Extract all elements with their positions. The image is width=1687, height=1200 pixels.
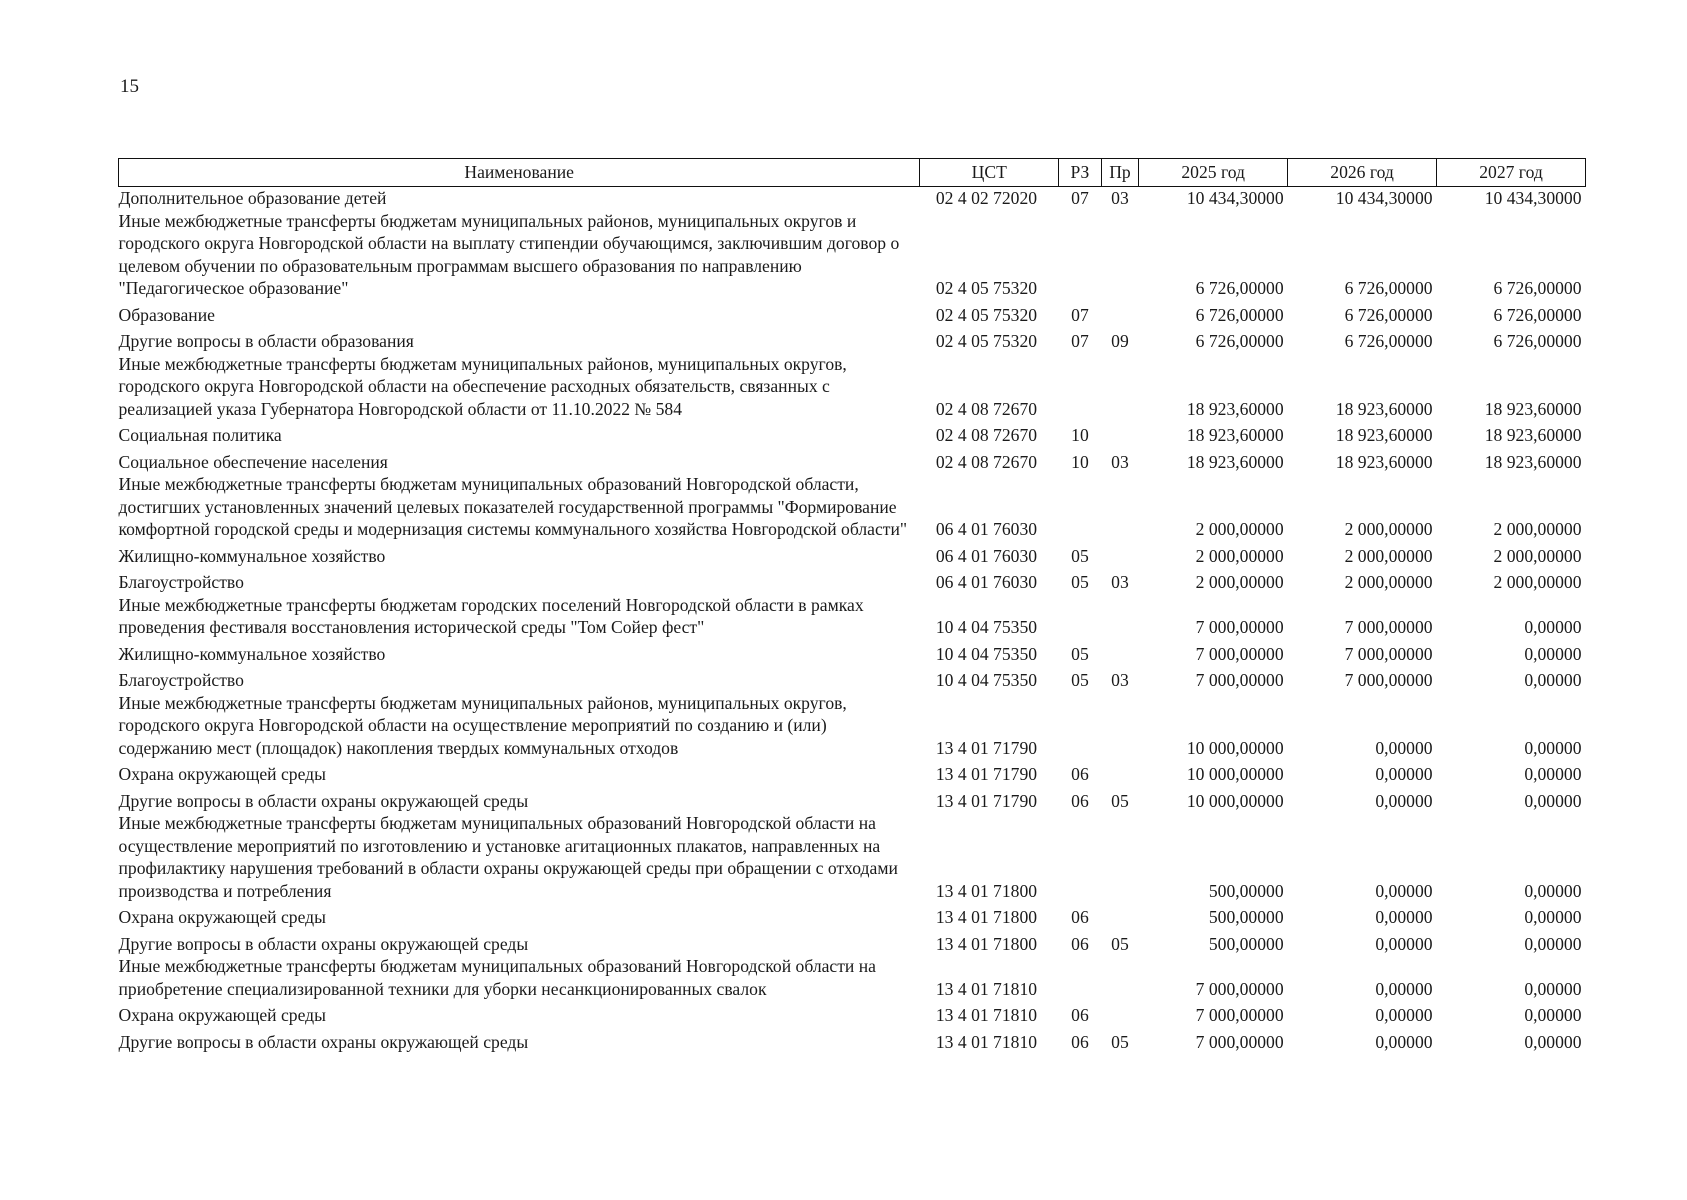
cell-2025: 7 000,00000 (1195, 617, 1284, 637)
table-row (119, 692, 1586, 760)
cell-pr (1101, 210, 1138, 300)
cell-2025: 500,00000 (1208, 933, 1284, 954)
cell-cst: 02 4 05 75320 (935, 331, 1038, 351)
cell-2025: 7 000,00000 (1195, 643, 1284, 664)
cell-cst: 02 4 08 72670 (935, 451, 1038, 472)
cell-2027: 2 000,00000 (1493, 519, 1582, 539)
cell-name: Охрана окружающей среды (118, 907, 326, 927)
cell-pr (1101, 812, 1138, 902)
header-cst: ЦСТ (920, 159, 1059, 187)
cell-2025: 500,00000 (1208, 880, 1284, 901)
table-row (119, 353, 1586, 421)
cell-cst: 06 4 01 76030 (935, 572, 1038, 592)
table-row (119, 326, 1586, 353)
cell-cst: 02 4 08 72670 (935, 425, 1038, 445)
cell-cst: 13 4 01 71810 (935, 1031, 1038, 1052)
cell-name: Охрана окружающей среды (118, 764, 326, 784)
cell-2025: 2 000,00000 (1195, 519, 1284, 539)
cell-2025: 7 000,00000 (1195, 1005, 1284, 1025)
cell-2025: 7 000,00000 (1195, 1031, 1284, 1052)
cell-rz (1059, 594, 1102, 639)
cell-2027: 0,00000 (1524, 764, 1582, 784)
cell-2025: 7 000,00000 (1195, 978, 1284, 999)
cell-rz: 07 (1071, 304, 1089, 325)
cell-2027: 0,00000 (1524, 737, 1582, 758)
table-row (119, 665, 1586, 692)
cell-name: Социальное обеспечение населения (118, 451, 388, 472)
table-row (119, 447, 1586, 474)
table-row (119, 1027, 1586, 1054)
cell-rz (1059, 955, 1102, 1000)
cell-name: Другие вопросы в области охраны окружающей среды (118, 1031, 529, 1052)
cell-rz: 06 (1071, 764, 1089, 784)
header-2025: 2025 год (1139, 159, 1288, 187)
cell-2026: 6 726,00000 (1344, 278, 1433, 298)
header-row (119, 159, 1586, 187)
cell-rz: 06 (1071, 933, 1089, 954)
cell-2026: 7 000,00000 (1344, 643, 1433, 664)
cell-rz: 10 (1071, 451, 1089, 472)
cell-rz: 05 (1071, 545, 1089, 566)
cell-pr (1101, 692, 1138, 760)
cell-2026: 0,00000 (1375, 907, 1433, 927)
cell-rz: 07 (1071, 188, 1089, 208)
cell-name: Другие вопросы в области образования (118, 331, 414, 351)
cell-2026: 2 000,00000 (1344, 572, 1433, 592)
cell-pr (1101, 639, 1138, 666)
cell-pr: 03 (1111, 188, 1129, 208)
cell-name: Иные межбюджетные трансферты бюджетам муниципальных образований Новгородской области, достигших установленных значений целевых показателей государственной программы "Формирование комфортной городской среды и модернизация системы коммунального хозяйства Новгородской области" (118, 474, 908, 539)
cell-name: Жилищно-коммунальное хозяйство (118, 643, 386, 664)
cell-cst: 13 4 01 71810 (935, 1005, 1038, 1025)
cell-2026: 0,00000 (1375, 880, 1433, 901)
cell-cst: 13 4 01 71800 (935, 880, 1038, 901)
cell-2025: 2 000,00000 (1195, 545, 1284, 566)
cell-2025: 10 000,00000 (1186, 737, 1284, 758)
cell-2027: 0,00000 (1524, 790, 1582, 811)
table-row (119, 541, 1586, 568)
cell-2027: 18 923,60000 (1484, 425, 1582, 445)
cell-2027: 0,00000 (1524, 643, 1582, 664)
cell-name: Образование (118, 304, 215, 325)
cell-2025: 500,00000 (1208, 907, 1284, 927)
cell-name: Иные межбюджетные трансферты бюджетам муниципальных образований Новгородской области на осуществление мероприятий по изготовлению и установке агитационных плакатов, направленных на профилактику нарушения требований в области охраны окружающей среды при обращении с отходами производства и потребления (118, 813, 898, 901)
cell-name: Жилищно-коммунальное хозяйство (118, 545, 386, 566)
cell-2025: 18 923,60000 (1186, 451, 1284, 472)
cell-rz: 06 (1071, 790, 1089, 811)
cell-2027: 10 434,30000 (1484, 188, 1582, 208)
cell-cst: 02 4 02 72020 (935, 188, 1038, 208)
cell-cst: 13 4 01 71800 (935, 933, 1038, 954)
cell-pr: 05 (1111, 790, 1129, 811)
cell-cst: 02 4 08 72670 (935, 398, 1038, 419)
budget-table (118, 158, 1586, 1053)
table-row (119, 187, 1586, 210)
cell-name: Благоустройство (118, 572, 244, 592)
cell-pr (1101, 955, 1138, 1000)
cell-pr: 09 (1111, 331, 1129, 351)
cell-cst: 13 4 01 71790 (935, 764, 1038, 784)
cell-2025: 18 923,60000 (1186, 425, 1284, 445)
cell-rz (1059, 353, 1102, 421)
table-header (119, 159, 1586, 187)
cell-2027: 0,00000 (1524, 880, 1582, 901)
cell-pr (1101, 594, 1138, 639)
cell-pr (1101, 473, 1138, 541)
cell-pr (1101, 902, 1138, 929)
cell-cst: 13 4 01 71810 (935, 978, 1038, 999)
cell-2026: 0,00000 (1375, 1031, 1433, 1052)
cell-pr: 03 (1111, 572, 1129, 592)
table-row (119, 929, 1586, 956)
table-row (119, 786, 1586, 813)
cell-rz: 06 (1071, 907, 1089, 927)
cell-name: Иные межбюджетные трансферты бюджетам муниципальных районов, муниципальных округов, городского округа Новгородской области на осуществление мероприятий по созданию и (или) содержанию мест (площадок) накопления твердых коммунальных отходов (118, 692, 847, 758)
cell-pr (1101, 1000, 1138, 1027)
cell-2026: 6 726,00000 (1344, 331, 1433, 351)
cell-name: Иные межбюджетные трансферты бюджетам муниципальных районов, муниципальных округов и городского округа Новгородской области на выплату стипендии обучающимся, заключившим договор о целевом обучении по образовательным программам высшего образования по направлению "Педагогическое образование" (118, 210, 900, 298)
cell-rz (1059, 473, 1102, 541)
table-row (119, 1000, 1586, 1027)
cell-cst: 10 4 04 75350 (935, 643, 1038, 664)
cell-2026: 0,00000 (1375, 790, 1433, 811)
cell-name: Дополнительное образование детей (118, 188, 387, 208)
cell-2027: 6 726,00000 (1493, 304, 1582, 325)
header-name: Наименование (119, 159, 920, 187)
cell-cst: 06 4 01 76030 (935, 519, 1038, 539)
cell-cst: 13 4 01 71790 (935, 790, 1038, 811)
cell-2027: 6 726,00000 (1493, 278, 1582, 298)
cell-pr (1101, 759, 1138, 786)
cell-2026: 0,00000 (1375, 764, 1433, 784)
cell-2027: 0,00000 (1524, 933, 1582, 954)
cell-2026: 0,00000 (1375, 1005, 1433, 1025)
cell-2026: 18 923,60000 (1335, 398, 1433, 419)
cell-2025: 6 726,00000 (1195, 304, 1284, 325)
cell-2027: 0,00000 (1524, 1031, 1582, 1052)
cell-2027: 0,00000 (1524, 617, 1582, 637)
cell-rz: 10 (1071, 425, 1089, 445)
cell-2026: 0,00000 (1375, 737, 1433, 758)
cell-cst: 10 4 04 75350 (935, 670, 1038, 690)
table-row (119, 473, 1586, 541)
cell-cst: 13 4 01 71790 (935, 737, 1038, 758)
header-rz: РЗ (1059, 159, 1102, 187)
cell-rz: 07 (1071, 331, 1089, 351)
cell-name: Иные межбюджетные трансферты бюджетам муниципальных образований Новгородской области на приобретение специализированной техники для уборки несанкционированных свалок (118, 956, 876, 999)
cell-2025: 18 923,60000 (1186, 398, 1284, 419)
cell-name: Охрана окружающей среды (118, 1005, 326, 1025)
cell-2026: 7 000,00000 (1344, 670, 1433, 690)
cell-pr (1101, 420, 1138, 447)
cell-pr (1101, 541, 1138, 568)
table-row (119, 300, 1586, 327)
cell-rz (1059, 210, 1102, 300)
cell-cst: 10 4 04 75350 (935, 617, 1038, 637)
cell-cst: 13 4 01 71800 (935, 907, 1038, 927)
cell-2025: 6 726,00000 (1195, 278, 1284, 298)
cell-pr: 05 (1111, 933, 1129, 954)
cell-rz: 05 (1071, 643, 1089, 664)
cell-rz: 06 (1071, 1031, 1089, 1052)
header-pr: Пр (1101, 159, 1138, 187)
table-row (119, 759, 1586, 786)
table-body (119, 187, 1586, 1054)
header-2027: 2027 год (1437, 159, 1586, 187)
cell-name: Другие вопросы в области охраны окружающей среды (118, 933, 529, 954)
cell-pr: 05 (1111, 1031, 1129, 1052)
cell-2025: 7 000,00000 (1195, 670, 1284, 690)
cell-2027: 2 000,00000 (1493, 572, 1582, 592)
cell-pr (1101, 353, 1138, 421)
cell-2027: 18 923,60000 (1484, 398, 1582, 419)
table-row (119, 594, 1586, 639)
cell-2025: 10 000,00000 (1186, 790, 1284, 811)
cell-2025: 10 434,30000 (1186, 188, 1284, 208)
cell-2026: 10 434,30000 (1335, 188, 1433, 208)
cell-rz (1059, 692, 1102, 760)
cell-2026: 7 000,00000 (1344, 617, 1433, 637)
cell-name: Иные межбюджетные трансферты бюджетам городских поселений Новгородской области в рамках проведения фестиваля восстановления исторической среды "Том Сойер фест" (118, 594, 864, 637)
cell-rz: 05 (1071, 572, 1089, 592)
cell-pr (1101, 300, 1138, 327)
cell-cst: 02 4 05 75320 (935, 278, 1038, 298)
cell-2026: 0,00000 (1375, 933, 1433, 954)
cell-cst: 06 4 01 76030 (935, 545, 1038, 566)
table-row (119, 567, 1586, 594)
cell-2026: 18 923,60000 (1335, 425, 1433, 445)
cell-rz: 06 (1071, 1005, 1089, 1025)
cell-2027: 0,00000 (1524, 1005, 1582, 1025)
cell-2027: 0,00000 (1524, 978, 1582, 999)
cell-2025: 6 726,00000 (1195, 331, 1284, 351)
cell-2026: 2 000,00000 (1344, 545, 1433, 566)
cell-2026: 18 923,60000 (1335, 451, 1433, 472)
cell-2025: 2 000,00000 (1195, 572, 1284, 592)
header-2026: 2026 год (1288, 159, 1437, 187)
cell-2025: 10 000,00000 (1186, 764, 1284, 784)
table-row (119, 639, 1586, 666)
cell-2027: 0,00000 (1524, 670, 1582, 690)
cell-2026: 0,00000 (1375, 978, 1433, 999)
cell-2027: 6 726,00000 (1493, 331, 1582, 351)
page-number: 15 (120, 76, 139, 97)
table-row (119, 955, 1586, 1000)
table-row (119, 902, 1586, 929)
cell-rz (1059, 812, 1102, 902)
cell-2027: 2 000,00000 (1493, 545, 1582, 566)
cell-name: Социальная политика (118, 425, 282, 445)
table-row (119, 420, 1586, 447)
cell-2027: 0,00000 (1524, 907, 1582, 927)
table-row (119, 210, 1586, 300)
cell-cst: 02 4 05 75320 (935, 304, 1038, 325)
cell-name: Благоустройство (118, 670, 244, 690)
cell-2026: 2 000,00000 (1344, 519, 1433, 539)
cell-2026: 6 726,00000 (1344, 304, 1433, 325)
cell-name: Другие вопросы в области охраны окружающей среды (118, 790, 529, 811)
cell-name: Иные межбюджетные трансферты бюджетам муниципальных районов, муниципальных округов, городского округа Новгородской области на обеспечение расходных обязательств, связанных с реализацией указа Губернатора Новгородской области от 11.10.2022 № 584 (118, 353, 847, 419)
cell-rz: 05 (1071, 670, 1089, 690)
cell-2027: 18 923,60000 (1484, 451, 1582, 472)
table-row (119, 812, 1586, 902)
cell-pr: 03 (1111, 670, 1129, 690)
cell-pr: 03 (1111, 451, 1129, 472)
